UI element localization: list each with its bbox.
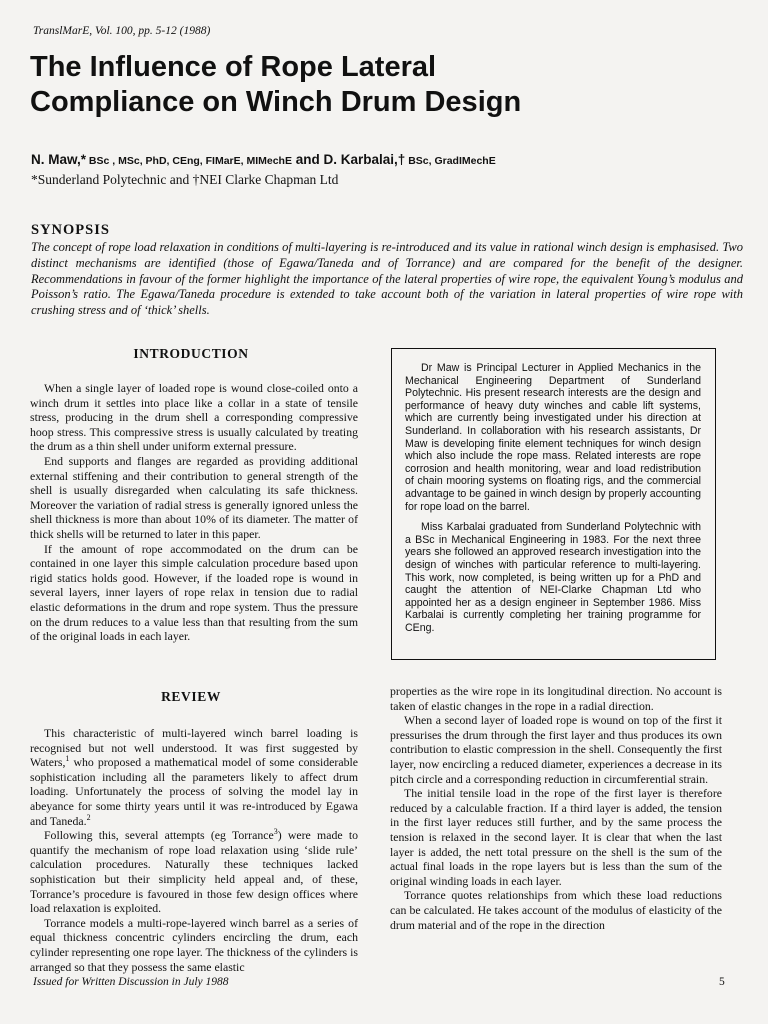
reference-marker: 1 bbox=[65, 754, 70, 764]
bio-paragraph-maw: Dr Maw is Principal Lecturer in Applied Mechanics in the Mechanical Engineering Department of Sunderland Polytechnic. His present research interests are the design and performance of heavy duty winches and cable lift systems, which are currently being investigated under his direction at Sunderland. In collaboration with his research assistants, Dr Maw is developing finite element techniques for winch design which also include the rope mass. Related interests are rope corrosion and health monitoring, wear and load redistribution of chain mooring systems on floating rigs, and the commercial advantage to be gained in winch design by properly accounting for rope load on the barrel. bbox=[405, 362, 701, 513]
title-line-2: Compliance on Winch Drum Design bbox=[30, 86, 522, 118]
author-line bbox=[31, 152, 496, 167]
title-line-1: The Influence of Rope Lateral bbox=[30, 51, 437, 83]
reference-marker: 3 bbox=[273, 827, 278, 837]
author-2-name: D. Karbalai,† bbox=[323, 152, 406, 167]
right-paragraph-3: The initial tensile load in the rope of the first layer is therefore reduced by a calculable fraction. If a third layer is added, the tension in the first layer reduces still further, and by the same process the tension is relaxed in the second layer. It is clear that when the last layer is added, the nett total pressure on the shell is the sum of the actual final loads in the rope layers but is less than the sum of the original winding loads in each layer. bbox=[390, 786, 722, 888]
synopsis-heading: SYNOPSIS bbox=[31, 222, 110, 238]
review-paragraph-3: Torrance models a multi-rope-layered winch barrel as a series of equal thickness concentric cylinders encircling the drum, each cylinder representing one rope layer. The thickness of the cylinders is arranged so that they possess the same elastic bbox=[30, 915, 358, 974]
review-body bbox=[30, 726, 358, 974]
introduction-heading: INTRODUCTION bbox=[133, 346, 249, 361]
bio-paragraph-karbalai: Miss Karbalai graduated from Sunderland Polytechnic with a BSc in Mechanical Engineering in 1983. For the next three years she followed an approved research investigation into the design of winches with particular reference to multi-layering. This work, now completed, is being written up for a PhD and caught the attention of NEI-Clarke Chapman Ltd who appointed her as a design engineer in September 1986. Miss Karbalai is currently completing her training programme for CEng. bbox=[405, 521, 701, 634]
review-heading: REVIEW bbox=[161, 689, 221, 704]
affiliation: *Sunderland Polytechnic and †NEI Clarke Chapman Ltd bbox=[31, 172, 339, 187]
intro-paragraph-1: When a single layer of loaded rope is wound close-coiled onto a winch drum it settles into place like a collar in a state of tensile stress, producing in the drum shell a corresponding compressive hoop stress. This compressive stress is usually calculated by treating the drum as a thin shell under uniform external pressure. bbox=[30, 381, 358, 454]
paper-title bbox=[30, 50, 750, 120]
intro-paragraph-3: If the amount of rope accommodated on the drum can be contained in one layer this simple calculation procedure based upon rigid statics holds good. However, if the loaded rope is wound in several layers, inner layers of rope relax in tension due to radial elastic deformations in the drum and rope system. Thus the pressure on the drum reduces to a value less than that resulting from the sum of the original loads in each layer. bbox=[30, 541, 358, 644]
right-paragraph-4: Torrance quotes relationships from which these load reductions can be calculated. He takes account of the modulus of elasticity of the drum material and of the rope in the direction bbox=[390, 888, 722, 932]
author-2-degrees: BSc, GradIMechE bbox=[405, 155, 496, 167]
journal-reference: TranslMarE, Vol. 100, pp. 5-12 (1988) bbox=[33, 25, 211, 37]
synopsis-text: The concept of rope load relaxation in conditions of multi-layering is re-introduced and its value in rational winch design is emphasised. Two distinct mechanisms are identified (those of Egawa/Taneda and of Torrance) and are compared for the benefit of the designer. Recommendations in favour of the former highlight the importance of the lateral properties of wire rope, the equivalent Young’s modulus and Poisson’s ratio. The Egawa/Taneda procedure is extended to take account both of the variation in lateral properties of wire rope with crushing stress and of ‘thick’ shells. bbox=[31, 240, 743, 318]
author-bio-box bbox=[391, 348, 716, 660]
reference-marker: 2 bbox=[86, 812, 91, 822]
review-p1-text-b: who proposed a mathematical model of some considerable sophistication including all the parameters likely to affect drum loading. Unfortunately the process of solving the model lay in abeyance for some thirty years until it was re-introduced by Egawa and Taneda. bbox=[30, 755, 358, 828]
footer-note: Issued for Written Discussion in July 1988 bbox=[33, 976, 229, 988]
review-p2-text-b: ) were made to quantify the mechanism of rope load relaxation using ‘slide rule’ calculation procedures. Naturally these techniques lacked sophistication but their simplicity held appeal and, of these, Torrance’s procedure is favoured in those few design offices where load relaxation is exploited. bbox=[30, 828, 359, 916]
introduction-body bbox=[30, 381, 358, 644]
author-1-name: N. Maw,* bbox=[31, 152, 87, 167]
review-p2-text-a: Following this, several attempts (eg Torrance bbox=[44, 828, 274, 843]
review-p1-text-a: This characteristic of multi-layered winch barrel loading is recognised but not well understood. It was first suggested by Waters, bbox=[30, 726, 358, 770]
author-1-degrees: BSc , MSc, PhD, CEng, FIMarE, MIMechE bbox=[86, 155, 292, 167]
review-paragraph-2 bbox=[30, 828, 358, 916]
right-column-body bbox=[390, 684, 722, 932]
review-paragraph-1 bbox=[30, 726, 358, 828]
right-paragraph-1: properties as the wire rope in its longitudinal direction. No account is taken of elastic changes in the rope in a radial direction. bbox=[390, 684, 722, 713]
page-number: 5 bbox=[719, 976, 725, 988]
author-conjunction: and bbox=[291, 152, 324, 167]
right-paragraph-2: When a second layer of loaded rope is wound on top of the first it pressurises the drum through the first layer and thus produces its own contribution to elastic compression in the shell. Consequently the first layer, now encircling a reduced diameter, experiences a decrease in its pitch circle and a corresponding reduction in circumferential strain. bbox=[390, 713, 722, 786]
intro-paragraph-2: End supports and flanges are regarded as providing additional external stiffening and their contribution to general strength of the shell is usually disregarded when calculating its safe thickness. Moreover the variation of radial stress is generally ignored unless the shell thickness is more than about 10% of its diameter. The matter of thick shells will be returned to later in this paper. bbox=[30, 453, 358, 541]
